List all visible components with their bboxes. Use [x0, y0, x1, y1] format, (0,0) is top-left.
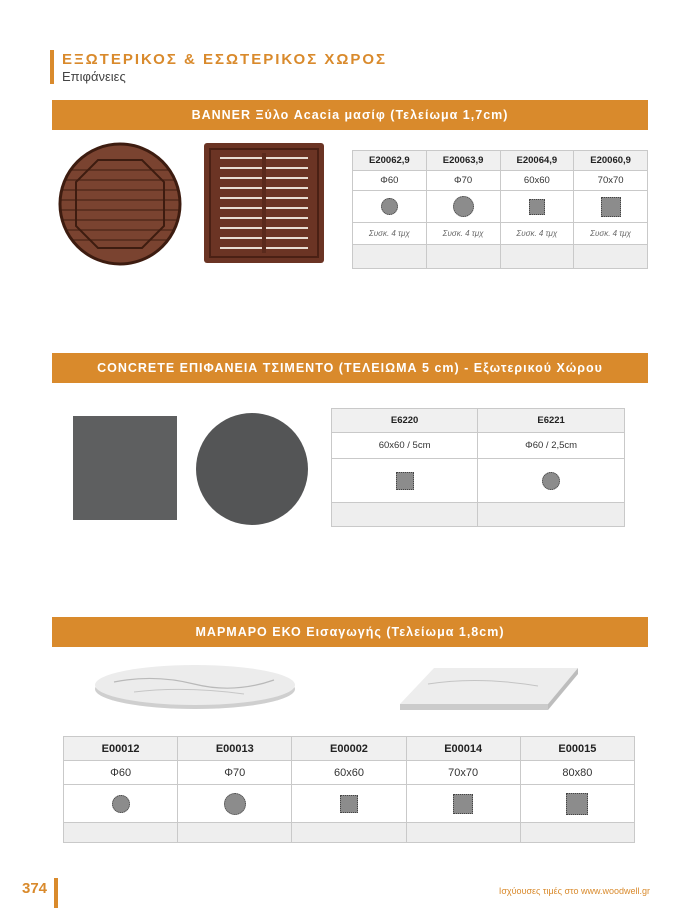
- page-title: ΕΞΩΤΕΡΙΚΟΣ & ΕΣΩΤΕΡΙΚΟΣ ΧΩΡΟΣ: [62, 51, 388, 68]
- product-code: E00015: [520, 737, 634, 761]
- square-shape-icon: [601, 197, 621, 217]
- section-band-concrete: CONCRETE ΕΠΙΦΑΝΕΙΑ ΤΣΙΜΕΝΤΟ (ΤΕΛΕΙΩΜΑ 5 cm) - Εξωτερικού Χώρου: [52, 353, 648, 383]
- header-accent-bar: [50, 50, 54, 84]
- product-code: E6221: [478, 409, 625, 433]
- product-size: 60x60: [292, 761, 406, 785]
- square-shape-icon: [566, 793, 588, 815]
- product-code: E20062,9: [353, 151, 427, 171]
- product-code: E6220: [332, 409, 478, 433]
- marble-spec-table: [63, 736, 635, 843]
- page-subtitle: Επιφάνειες: [62, 69, 126, 84]
- circle-shape-icon: [453, 196, 474, 217]
- product-size: Φ60: [64, 761, 178, 785]
- packaging-note: Συσκ. 4 τμχ: [590, 229, 632, 238]
- product-code: E00002: [292, 737, 406, 761]
- product-size: 70x70: [574, 171, 648, 191]
- marble-square-tabletop-image: [398, 664, 580, 712]
- wood-round-tabletop-image: [58, 142, 182, 266]
- page-number: 374: [22, 880, 48, 897]
- section-band-wood: BANNER Ξύλο Acacia μασίφ (Τελείωμα 1,7cm): [52, 100, 648, 130]
- product-size: Φ60 / 2,5cm: [478, 433, 625, 459]
- square-shape-icon: [340, 795, 358, 813]
- section-band-marble: ΜΑΡΜΑΡΟ ΕΚΟ Εισαγωγής (Τελείωμα 1,8cm): [52, 617, 648, 647]
- product-size: 70x70: [406, 761, 520, 785]
- product-size: Φ70: [178, 761, 292, 785]
- product-code: E20060,9: [574, 151, 648, 171]
- product-code: E00013: [178, 737, 292, 761]
- product-code: E00014: [406, 737, 520, 761]
- footer-website-note: Ισχύουσες τιμές στο www.woodwell.gr: [498, 886, 650, 896]
- concrete-square-tabletop-image: [73, 416, 177, 520]
- circle-shape-icon: [542, 472, 560, 490]
- circle-shape-icon: [224, 793, 246, 815]
- concrete-spec-table: [331, 408, 625, 527]
- square-shape-icon: [453, 794, 473, 814]
- product-size: 60x60: [500, 171, 574, 191]
- wood-square-tabletop-image: [204, 143, 324, 263]
- footer-accent-bar: [54, 878, 58, 908]
- product-code: E20063,9: [426, 151, 500, 171]
- circle-shape-icon: [381, 198, 398, 215]
- product-code: E20064,9: [500, 151, 574, 171]
- product-size: 60x60 / 5cm: [332, 433, 478, 459]
- product-size: 80x80: [520, 761, 634, 785]
- square-shape-icon: [529, 199, 545, 215]
- concrete-round-tabletop-image: [196, 413, 308, 525]
- packaging-note: Συσκ. 4 τμχ: [368, 229, 410, 238]
- product-size: Φ60: [353, 171, 427, 191]
- product-code: E00012: [64, 737, 178, 761]
- product-size: Φ70: [426, 171, 500, 191]
- marble-round-tabletop-image: [94, 664, 296, 710]
- square-shape-icon: [396, 472, 414, 490]
- packaging-note: Συσκ. 4 τμχ: [442, 229, 484, 238]
- packaging-note: Συσκ. 4 τμχ: [516, 229, 558, 238]
- wood-spec-table: [352, 150, 648, 269]
- circle-shape-icon: [112, 795, 130, 813]
